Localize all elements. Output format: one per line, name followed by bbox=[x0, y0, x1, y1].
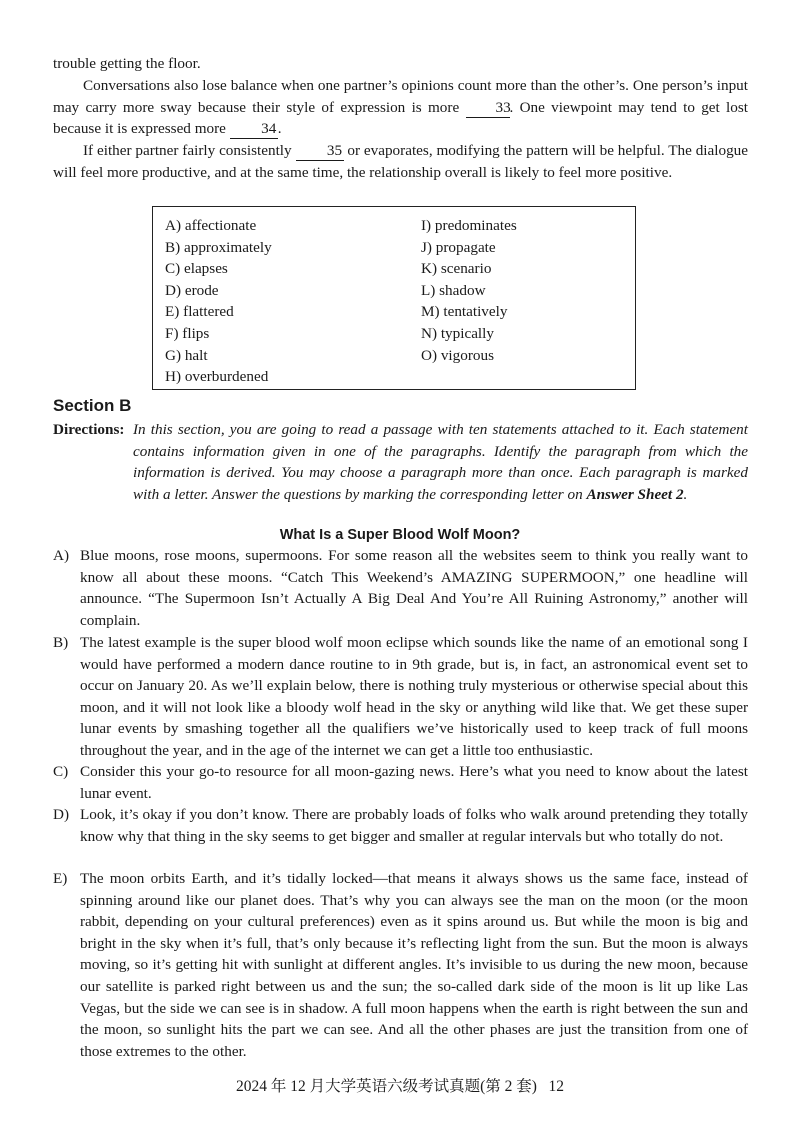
intro-balance-paragraph: Conversations also lose balance when one partner’s opinions count more than the other’s. One person’s input may carry more sway because their style of expression is more 33. One viewpoint may tend to get lost because it is expressed more 34. bbox=[53, 77, 748, 138]
paragraph-label: E) bbox=[53, 870, 68, 887]
word-option-j: J) propagate bbox=[421, 238, 496, 256]
word-option-e: E) flattered bbox=[165, 303, 234, 321]
word-bank bbox=[152, 206, 636, 390]
word-option-l: L) shadow bbox=[421, 281, 486, 299]
word-option-m: M) tentatively bbox=[421, 303, 508, 321]
word-option-f: F) flips bbox=[165, 324, 210, 342]
page-footer: 2024 年 12 月大学英语六级考试真题(第 2 套) 12 bbox=[235, 1078, 565, 1095]
paragraph-text: Look, it’s okay if you don’t know. There are probably loads of folks who walk around pretending they totally know why that thing in the sky seems to get bigger and smaller at regular intervals but who totally do not. bbox=[80, 806, 748, 845]
paragraph-text: The latest example is the super blood wolf moon eclipse which sounds like the name of an emotional song I would have performed a modern dance routine to in 9th grade, but is, in fact, an astronomical event set to occur on January 20. As we’ll explain below, there is nothing truly mysterious or otherwise special about this moon, and it will not look like a bloody wolf head in the sky or anything wild like that. We get these super lunar events by smashing together all the qualifiers we’ve historically used to keep track of full moons throughout the year, and in the age of the internet we can get a little too enthusiastic. bbox=[80, 634, 748, 759]
blank-34: 34 bbox=[230, 120, 278, 139]
word-option-a: A) affectionate bbox=[165, 217, 257, 234]
word-option-n: N) typically bbox=[421, 324, 494, 342]
directions-text: In this section, you are going to read a passage with ten statements attached to it. Each statement contains information given in one of the paragraphs. Identify the paragraph from which the information is derived. You may choose a paragraph more than once. Each paragraph is marked with a letter. Answer the questions by marking the corresponding letter on Answer Sheet 2. bbox=[133, 421, 748, 503]
word-option-d: D) erode bbox=[165, 281, 219, 299]
section-b-title: Section B bbox=[53, 396, 132, 415]
blank-33: 33 bbox=[466, 99, 510, 118]
word-option-b: B) approximately bbox=[165, 238, 272, 256]
paragraph-c bbox=[53, 761, 748, 804]
intro-trouble-line: trouble getting the floor. bbox=[53, 55, 201, 72]
answer-sheet-ref: Answer Sheet 2 bbox=[586, 485, 684, 503]
word-bank-left-column bbox=[165, 215, 272, 388]
paragraph-label: C) bbox=[53, 763, 69, 780]
paragraph-label: D) bbox=[53, 806, 70, 823]
word-option-h: H) overburdened bbox=[165, 368, 269, 386]
paragraph-text: Blue moons, rose moons, supermoons. For some reason all the websites seem to think you really want to know all about these moons. “Catch This Weekend’s AMAZING SUPERMOON,” one headline will announce. “The Supermoon Isn’t Actually A Big Deal And You’re All Ruining Astronomy,” another will complain. bbox=[80, 547, 748, 629]
paragraph-e bbox=[53, 868, 748, 1062]
blank-35: 35 bbox=[296, 142, 344, 161]
paragraph-b bbox=[53, 632, 748, 762]
directions-label: Directions: bbox=[53, 421, 125, 438]
intro-either-paragraph: If either partner fairly consistently 35 or evaporates, modifying the pattern will be helpful. The dialogue will feel more productive, and at the same time, the relationship overall is likely to feel more positive. bbox=[53, 142, 748, 181]
word-bank-right-column bbox=[421, 215, 517, 366]
word-option-c: C) elapses bbox=[165, 260, 228, 278]
paragraph-label: B) bbox=[53, 634, 69, 651]
paragraph-a bbox=[53, 545, 748, 631]
word-option-k: K) scenario bbox=[421, 260, 492, 278]
paragraph-text: The moon orbits Earth, and it’s tidally locked—that means it always shows us the same face, instead of spinning around like our planet does. That’s why you can always see the man on the moon (or the moon rabbit, depending on your cultural preferences) even as it spins around us. But while the moon is big and bright in the sky when it’s full, that’s only because it’s reflecting light from the sun. But the moon is always moving, so it’s getting hit with sunlight at different angles. It’s invisible to us during the new moon, because our satellite is parked right between us and the sun; the so-called dark side of the moon is lit up like Las Vegas, but the side we can see is in shadow. A full moon happens when the earth is right between the sun and the moon, so sunlight hits the part we can see. And all the other phases are just the transition from one of those extremes to the other. bbox=[80, 870, 748, 1060]
word-option-o: O) vigorous bbox=[421, 346, 494, 364]
passage-title: What Is a Super Blood Wolf Moon? bbox=[279, 527, 521, 543]
paragraph-label: A) bbox=[53, 547, 70, 564]
paragraph-text: Consider this your go-to resource for all moon-gazing news. Here’s what you need to know about the latest lunar event. bbox=[80, 763, 748, 802]
word-option-g: G) halt bbox=[165, 346, 208, 364]
paragraph-d bbox=[53, 804, 748, 847]
word-option-i: I) predominates bbox=[421, 217, 517, 234]
